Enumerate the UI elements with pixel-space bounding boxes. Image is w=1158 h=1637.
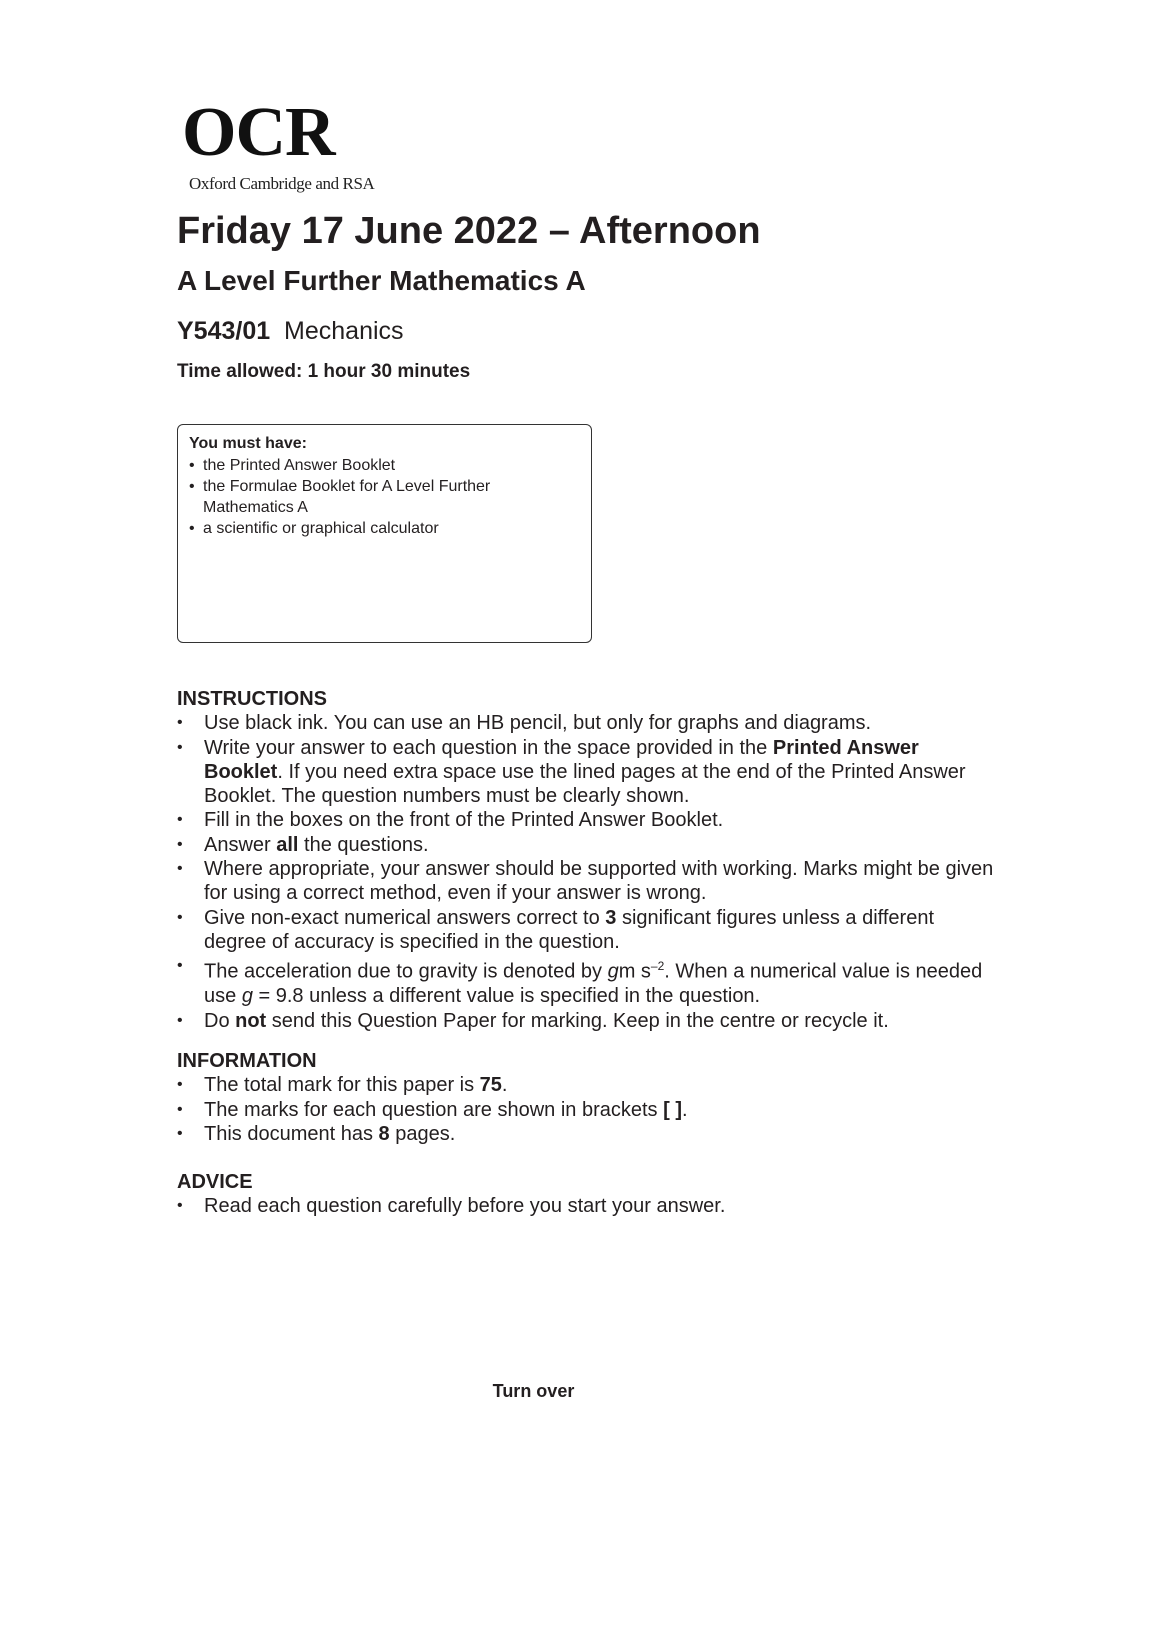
information-heading: INFORMATION — [177, 1050, 317, 1072]
text: significant figures unless a different degree of accuracy is specified in the question. — [204, 906, 934, 953]
emphasis: 3 — [605, 906, 617, 929]
instruction-item — [177, 954, 997, 1008]
emphasis: 8 — [378, 1122, 390, 1145]
advice-section — [177, 1170, 997, 1219]
text: Do — [204, 1009, 236, 1032]
text: Answer — [204, 833, 277, 856]
instruction-item — [177, 1009, 997, 1033]
information-section — [177, 1049, 997, 1146]
turn-over-label: Turn over — [492, 1381, 575, 1401]
exponent: –2 — [650, 959, 665, 974]
ocr-logo-subtitle: Oxford Cambridge and RSA — [189, 174, 375, 193]
text: . When a numerical value is needed use — [204, 960, 983, 1008]
qualification-title: A Level Further Mathematics A — [177, 265, 586, 296]
text: The acceleration due to gravity is denoted by — [204, 960, 608, 983]
unit-name: Mechanics — [284, 317, 404, 345]
instruction-item — [177, 906, 997, 955]
requirements-list — [189, 455, 584, 539]
requirements-title: You must have: — [189, 435, 307, 452]
text: Give non-exact numerical answers correct to — [204, 906, 606, 929]
text: . If you need extra space use the lined pages at the end of the Printed Answer Booklet. The question numbers must be clearly shown. — [204, 760, 966, 808]
emphasis: not — [235, 1009, 267, 1032]
advice-list — [177, 1194, 997, 1218]
text: = 9.8 unless a different value is specified in the question. — [252, 985, 761, 1008]
text: Write your answer to each question in the space provided in the — [204, 736, 773, 759]
variable-g: g — [241, 985, 253, 1008]
text: The total mark for this paper is — [204, 1074, 480, 1097]
requirement-item: • the Formulae Booklet for A Level Further Mathematics A — [189, 476, 584, 518]
information-item — [177, 1122, 997, 1146]
unit-text: m s — [618, 960, 651, 983]
unit-title — [177, 315, 404, 347]
text: the questions. — [298, 833, 429, 856]
information-item — [177, 1073, 997, 1097]
emphasis: [ ] — [663, 1098, 683, 1121]
text: send this Question Paper for marking. Keep in the centre or recycle it. — [266, 1009, 889, 1032]
text: The marks for each question are shown in brackets — [204, 1098, 664, 1121]
instructions-heading: INSTRUCTIONS — [177, 688, 327, 710]
requirements-box — [177, 424, 592, 643]
advice-item: • Read each question carefully before you start your answer. — [177, 1194, 997, 1218]
text: This document has — [204, 1122, 379, 1145]
instructions-section — [177, 687, 997, 1033]
time-allowed: Time allowed: 1 hour 30 minutes — [177, 361, 471, 382]
text: . — [682, 1098, 688, 1121]
text: pages. — [389, 1122, 456, 1145]
instructions-list — [177, 711, 997, 1033]
emphasis: all — [276, 833, 299, 856]
unit-code: Y543/01 — [177, 317, 271, 345]
emphasis: Printed Answer Booklet — [204, 736, 919, 783]
instruction-item — [177, 833, 997, 857]
instruction-item — [177, 736, 997, 809]
variable-g: g — [607, 960, 619, 983]
emphasis: 75 — [479, 1074, 502, 1097]
instruction-item: • Use black ink. You can use an HB pencil, but only for graphs and diagrams. — [177, 711, 997, 735]
instruction-item: • Fill in the boxes on the front of the Printed Answer Booklet. — [177, 808, 997, 832]
ocr-logo: OCR — [182, 94, 335, 171]
information-item — [177, 1098, 997, 1122]
instruction-item: • Where appropriate, your answer should be supported with working. Marks might be given for using a correct method, even if your answer is wrong. — [177, 857, 997, 906]
information-list — [177, 1073, 997, 1146]
exam-date: Friday 17 June 2022 – Afternoon — [177, 210, 761, 252]
text: . — [501, 1074, 508, 1097]
advice-heading: ADVICE — [177, 1171, 253, 1193]
requirement-item: • the Printed Answer Booklet — [189, 455, 584, 476]
requirement-item: • a scientific or graphical calculator — [189, 518, 584, 539]
